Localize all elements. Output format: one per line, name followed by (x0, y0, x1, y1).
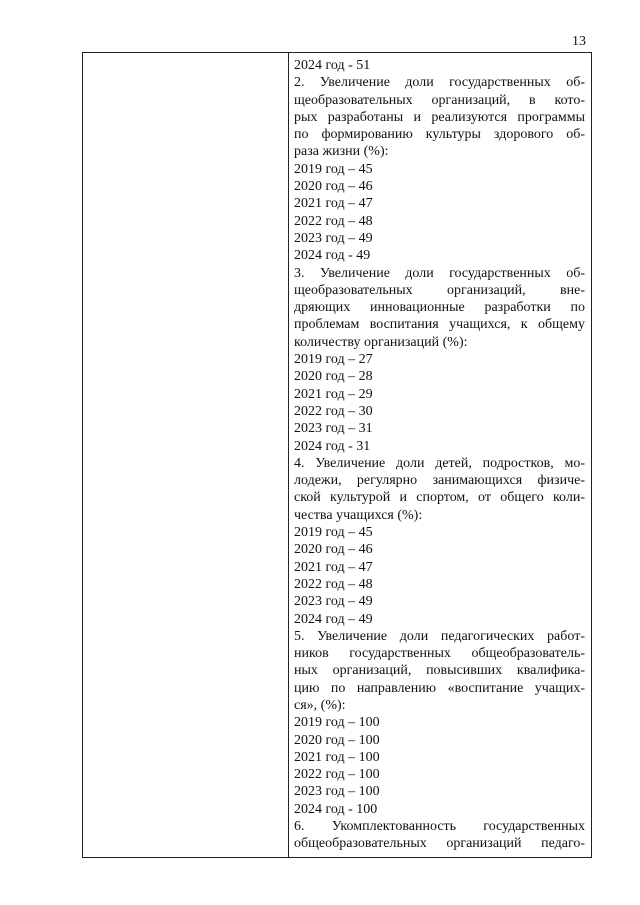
text-line: цию по направлению «воспитание учащих- (294, 680, 585, 696)
text-line: ской культурой и спортом, от общего коли- (294, 490, 585, 506)
column-divider (288, 53, 289, 857)
text-line: проблемам воспитания учащихся, к общему (294, 317, 585, 333)
document-table (82, 52, 592, 858)
text-line: 2020 год – 100 (294, 732, 380, 748)
text-line: 2020 год – 46 (294, 542, 373, 558)
text-line: 2024 год - 49 (294, 248, 371, 264)
text-line: 2022 год – 100 (294, 767, 380, 783)
text-line: 2019 год – 27 (294, 352, 373, 368)
text-line: 2024 год - 31 (294, 438, 371, 454)
indicators-cell (294, 57, 585, 853)
text-line: общеобразовательных организаций педаго- (294, 836, 585, 852)
text-line: ников государственных общеобразователь- (294, 646, 585, 662)
text-line: 2022 год – 48 (294, 213, 373, 229)
text-line: 2023 год – 49 (294, 230, 373, 246)
text-line: 2021 год – 47 (294, 559, 373, 575)
text-line: 2024 год - 51 (294, 58, 371, 73)
text-line: количеству организаций (%): (294, 334, 468, 350)
text-line: 2023 год – 49 (294, 594, 373, 610)
text-line: 2021 год – 29 (294, 386, 373, 402)
text-line: 2022 год – 48 (294, 576, 373, 592)
text-line: щеобразовательных организаций, вне- (294, 282, 585, 298)
text-line: 2019 год – 100 (294, 715, 380, 731)
text-line: 2019 год – 45 (294, 525, 373, 541)
text-line: 2. Увеличение доли государственных об- (294, 75, 585, 91)
text-line: рых разработаны и реализуются программы (294, 109, 585, 125)
text-line: чества учащихся (%): (294, 507, 423, 523)
text-line: 2023 год – 100 (294, 784, 380, 800)
page-number: 13 (572, 34, 586, 49)
text-line: 4. Увеличение доли детей, подростков, мо- (294, 455, 585, 471)
text-line: 2024 год - 100 (294, 801, 378, 817)
text-line: 2024 год – 49 (294, 611, 373, 627)
text-line: раза жизни (%): (294, 144, 389, 160)
text-line: 2023 год – 31 (294, 421, 373, 437)
text-line: 2021 год – 100 (294, 749, 380, 765)
text-line: 2022 год – 30 (294, 403, 373, 419)
text-line: лодежи, регулярно занимающихся физиче- (294, 473, 585, 489)
text-line: по формированию культуры здорового об- (294, 127, 585, 143)
text-line: 5. Увеличение доли педагогических работ- (294, 628, 585, 644)
text-line: ся», (%): (294, 697, 346, 713)
text-line: 2020 год – 28 (294, 369, 373, 385)
text-line: 2019 год – 45 (294, 161, 373, 177)
text-line: 6. Укомплектованность государственных (294, 819, 585, 835)
text-line: дряющих инновационные разработки по (294, 300, 585, 316)
text-line: ных организаций, повысивших квалифика- (294, 663, 585, 679)
text-line: 3. Увеличение доли государственных об- (294, 265, 585, 281)
text-line: 2020 год – 46 (294, 179, 373, 195)
text-line: щеобразовательных организаций, в кото- (294, 92, 585, 108)
text-line: 2021 год – 47 (294, 196, 373, 212)
